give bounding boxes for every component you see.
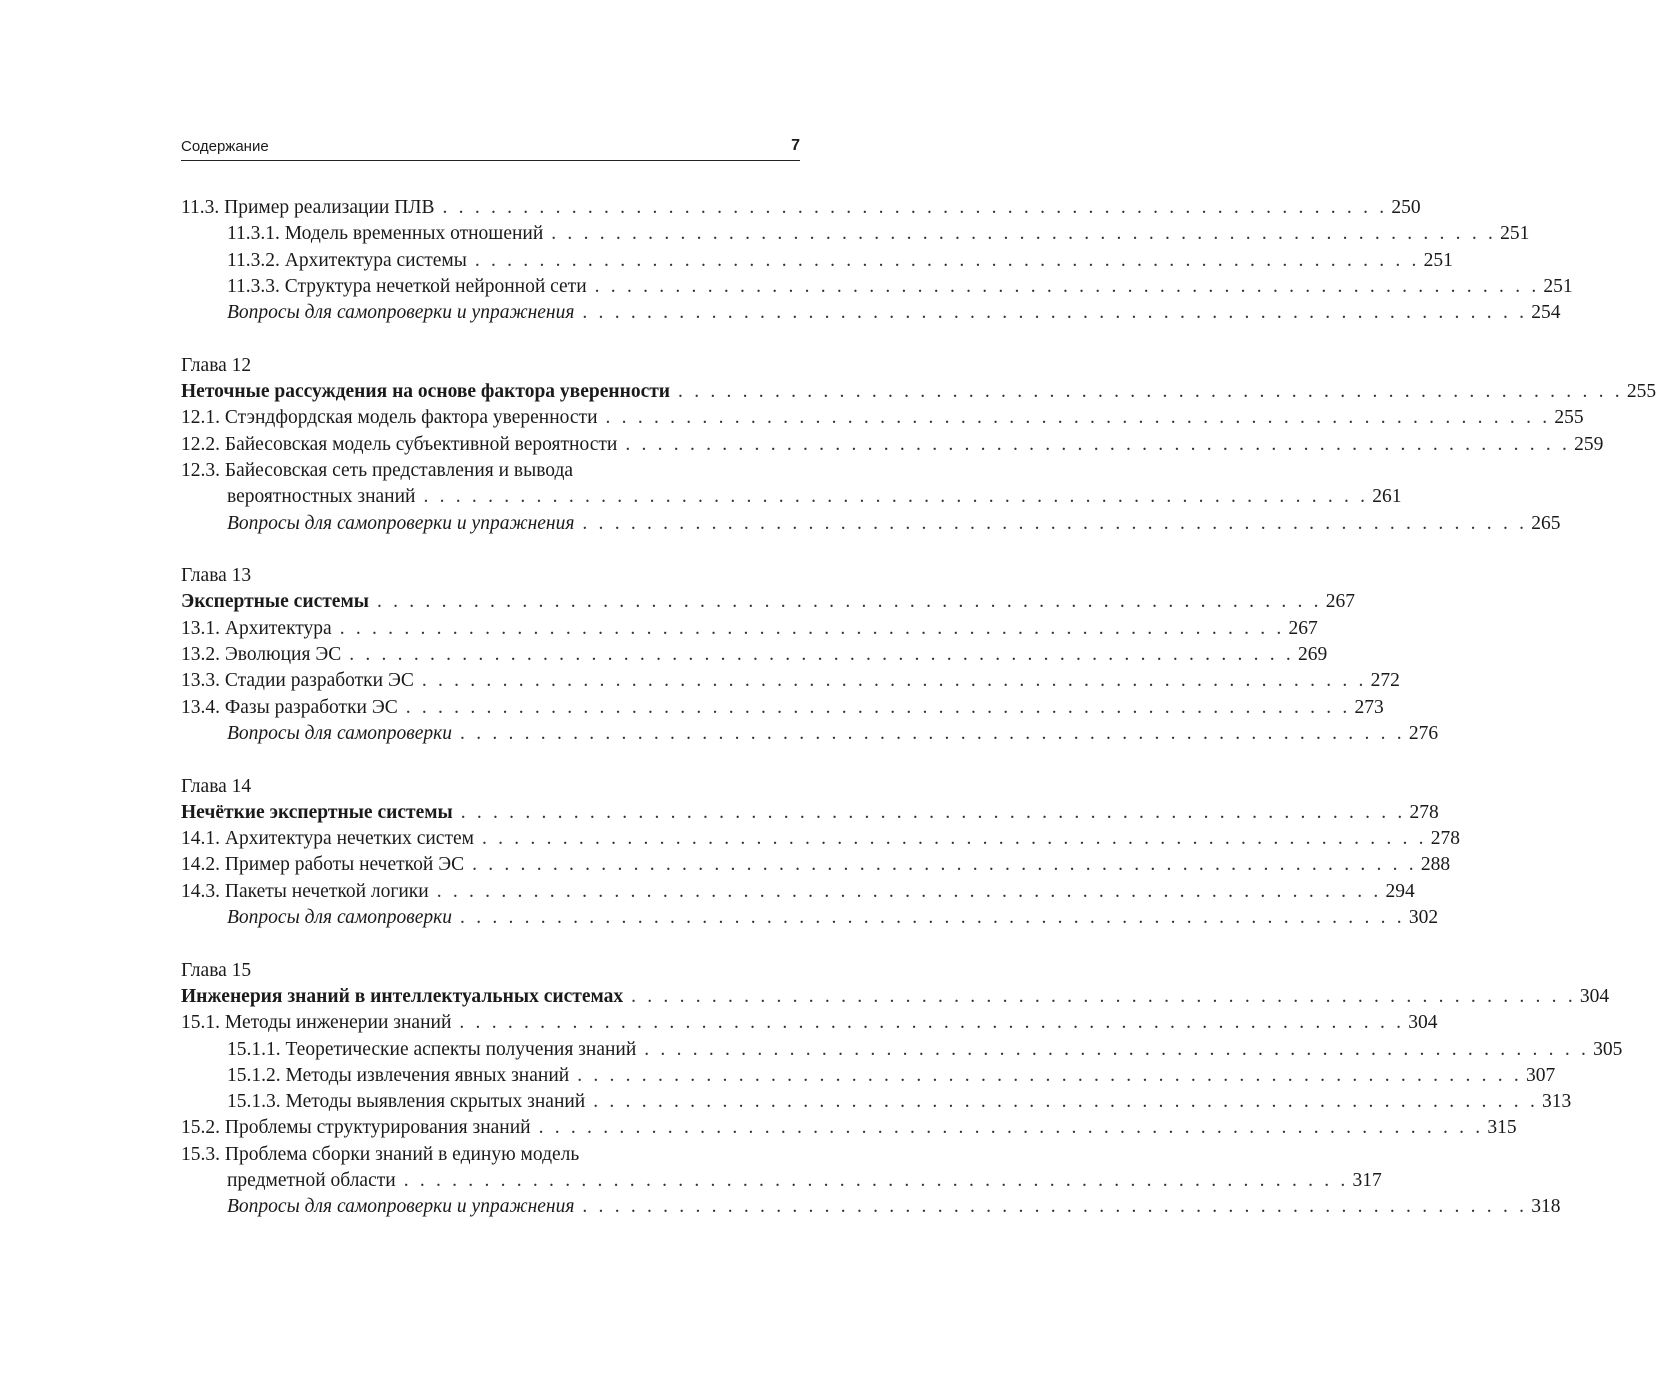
chapter-title: Инженерия знаний в интеллектуальных системах . . . . . . . . . . . . . . . . . . . . . . . . . . . . . . . . . . . . . . . . . . . . . . . . . . . . . . . . . . . 304 — [181, 985, 1610, 1007]
toc-questions: Вопросы для самопроверки и упражнения . . . . . . . . . . . . . . . . . . . . . . . . . . . . . . . . . . . . . . . . . . . . . . . . . . . . . . . . . . . 265 — [227, 512, 1561, 534]
toc-entry: 12.3. Байесовская сеть представления и вывода — [181, 459, 574, 481]
chapter-title: Нечёткие экспертные системы . . . . . . . . . . . . . . . . . . . . . . . . . . . . . . . . . . . . . . . . . . . . . . . . . . . . . . . . . . . 278 — [181, 801, 1439, 823]
toc-subentry: 15.1.3. Методы выявления скрытых знаний . . . . . . . . . . . . . . . . . . . . . . . . . . . . . . . . . . . . . . . . . . . . . . . . . . . . . . . . . . . 313 — [227, 1091, 1572, 1113]
toc-entry: 12.1. Стэндфордская модель фактора уверенности . . . . . . . . . . . . . . . . . . . . . . . . . . . . . . . . . . . . . . . . . . . . . . . . . . . . . . . . . . . 255 — [181, 407, 1584, 429]
chapter-label: Глава 12 — [181, 354, 252, 376]
chapter-title: Экспертные системы . . . . . . . . . . . . . . . . . . . . . . . . . . . . . . . . . . . . . . . . . . . . . . . . . . . . . . . . . . . 267 — [181, 591, 1355, 613]
toc-entry: 14.3. Пакеты нечеткой логики . . . . . . . . . . . . . . . . . . . . . . . . . . . . . . . . . . . . . . . . . . . . . . . . . . . . . . . . . . . 294 — [181, 880, 1415, 902]
toc-entry-continuation: предметной области . . . . . . . . . . . . . . . . . . . . . . . . . . . . . . . . . . . . . . . . . . . . . . . . . . . . . . . . . . . 317 — [227, 1169, 1382, 1191]
toc-entry: 12.2. Байесовская модель субъективной вероятности . . . . . . . . . . . . . . . . . . . . . . . . . . . . . . . . . . . . . . . . . . . . . . . . . . . . . . . . . . . 259 — [181, 433, 1604, 455]
toc-entry: 14.1. Архитектура нечетких систем . . . . . . . . . . . . . . . . . . . . . . . . . . . . . . . . . . . . . . . . . . . . . . . . . . . . . . . . . . . 278 — [181, 828, 1460, 850]
toc-entry: 15.2. Проблемы структурирования знаний . . . . . . . . . . . . . . . . . . . . . . . . . . . . . . . . . . . . . . . . . . . . . . . . . . . . . . . . . . . 315 — [181, 1117, 1517, 1139]
toc-questions: Вопросы для самопроверки и упражнения . . . . . . . . . . . . . . . . . . . . . . . . . . . . . . . . . . . . . . . . . . . . . . . . . . . . . . . . . . . 254 — [227, 302, 1561, 324]
table-of-contents — [181, 195, 1656, 1221]
toc-entry: 13.3. Стадии разработки ЭС . . . . . . . . . . . . . . . . . . . . . . . . . . . . . . . . . . . . . . . . . . . . . . . . . . . . . . . . . . . 272 — [181, 670, 1400, 692]
running-header-title: Содержание — [181, 138, 269, 155]
toc-entry: 13.2. Эволюция ЭС . . . . . . . . . . . . . . . . . . . . . . . . . . . . . . . . . . . . . . . . . . . . . . . . . . . . . . . . . . . 269 — [181, 644, 1328, 666]
running-header — [181, 136, 800, 161]
chapter-label: Глава 14 — [181, 775, 252, 797]
toc-questions: Вопросы для самопроверки . . . . . . . . . . . . . . . . . . . . . . . . . . . . . . . . . . . . . . . . . . . . . . . . . . . . . . . . . . . 302 — [227, 907, 1439, 929]
toc-entry-continuation: вероятностных знаний . . . . . . . . . . . . . . . . . . . . . . . . . . . . . . . . . . . . . . . . . . . . . . . . . . . . . . . . . . . 261 — [227, 486, 1402, 508]
toc-questions: Вопросы для самопроверки и упражнения . . . . . . . . . . . . . . . . . . . . . . . . . . . . . . . . . . . . . . . . . . . . . . . . . . . . . . . . . . . 318 — [227, 1196, 1561, 1218]
toc-entry: 15.3. Проблема сборки знаний в единую модель — [181, 1143, 580, 1165]
toc-entry: 14.2. Пример работы нечеткой ЭС . . . . . . . . . . . . . . . . . . . . . . . . . . . . . . . . . . . . . . . . . . . . . . . . . . . . . . . . . . . 288 — [181, 854, 1451, 876]
toc-subentry: 11.3.3. Структура нечеткой нейронной сети . . . . . . . . . . . . . . . . . . . . . . . . . . . . . . . . . . . . . . . . . . . . . . . . . . . . . . . . . . . 251 — [227, 275, 1573, 297]
toc-subentry: 15.1.2. Методы извлечения явных знаний . . . . . . . . . . . . . . . . . . . . . . . . . . . . . . . . . . . . . . . . . . . . . . . . . . . . . . . . . . . 307 — [227, 1064, 1556, 1086]
toc-subentry: 15.1.1. Теоретические аспекты получения знаний . . . . . . . . . . . . . . . . . . . . . . . . . . . . . . . . . . . . . . . . . . . . . . . . . . . . . . . . . . . 305 — [227, 1038, 1623, 1060]
toc-questions: Вопросы для самопроверки . . . . . . . . . . . . . . . . . . . . . . . . . . . . . . . . . . . . . . . . . . . . . . . . . . . . . . . . . . . 276 — [227, 722, 1439, 744]
chapter-title: Неточные рассуждения на основе фактора уверенности . . . . . . . . . . . . . . . . . . . . . . . . . . . . . . . . . . . . . . . . . . . . . . . . . . . . . . . . . . . 255 — [181, 381, 1656, 403]
toc-entry: 11.3. Пример реализации ПЛВ . . . . . . . . . . . . . . . . . . . . . . . . . . . . . . . . . . . . . . . . . . . . . . . . . . . . . . . . . . . 250 — [181, 197, 1421, 218]
toc-entry: 13.1. Архитектура . . . . . . . . . . . . . . . . . . . . . . . . . . . . . . . . . . . . . . . . . . . . . . . . . . . . . . . . . . . 267 — [181, 617, 1318, 639]
toc-subentry: 11.3.1. Модель временных отношений . . . . . . . . . . . . . . . . . . . . . . . . . . . . . . . . . . . . . . . . . . . . . . . . . . . . . . . . . . . 251 — [227, 223, 1530, 245]
toc-entry: 15.1. Методы инженерии знаний . . . . . . . . . . . . . . . . . . . . . . . . . . . . . . . . . . . . . . . . . . . . . . . . . . . . . . . . . . . 304 — [181, 1012, 1438, 1034]
chapter-label: Глава 15 — [181, 959, 252, 981]
page-number: 7 — [791, 137, 800, 154]
chapter-label: Глава 13 — [181, 565, 252, 587]
toc-subentry: 11.3.2. Архитектура системы . . . . . . . . . . . . . . . . . . . . . . . . . . . . . . . . . . . . . . . . . . . . . . . . . . . . . . . . . . . 251 — [227, 249, 1453, 271]
toc-entry: 13.4. Фазы разработки ЭС . . . . . . . . . . . . . . . . . . . . . . . . . . . . . . . . . . . . . . . . . . . . . . . . . . . . . . . . . . . 273 — [181, 696, 1384, 718]
